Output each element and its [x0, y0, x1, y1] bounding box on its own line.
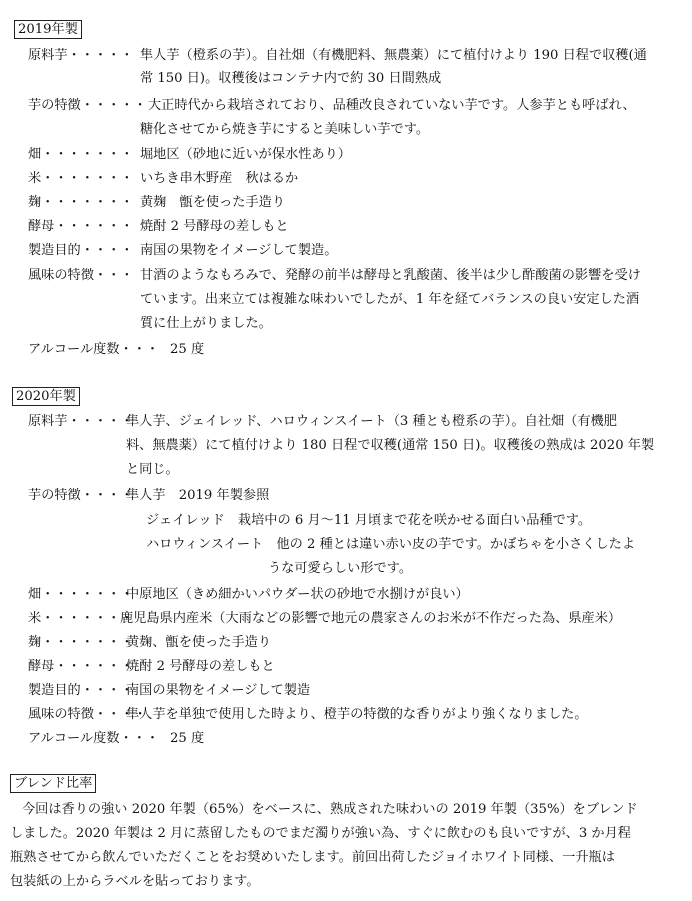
text-yeast-2020: 焼酎 2 号酵母の差しもと	[126, 659, 275, 674]
label-abv-2019: アルコール度数・・・	[28, 342, 160, 357]
text-raw-potato-2019-l2: 常 150 日)。収穫後はコンテナ内で約 30 日間熟成	[140, 71, 442, 86]
text-potato-traits-2019-l2: 糖化させてから焼き芋にすると美味しい芋です。	[140, 122, 430, 137]
label-potato-traits-2020: 芋の特徴・・・・	[28, 488, 134, 503]
text-potato-halloween-2020-l1: ハロウィンスイート 他の 2 種とは違い赤い皮の芋です。かぼちゃを小さくしたよ	[146, 537, 636, 552]
text-koji-2019: 黄麹 甑を使った手造り	[140, 195, 286, 210]
blend-paragraph-l2: しました。2020 年製は 2 月に蒸留したものでまだ濁りが強い為、すぐに飲むのも良いですが、3 か月程	[10, 826, 631, 841]
text-koji-2020: 黄麹、甑を使った手造り	[126, 635, 272, 650]
text-flavor-2019-l2: ています。出来立ては複雑な味わいでしたが、1 年を経てバランスの良い安定した酒	[140, 292, 640, 307]
section-heading-2019: 2019年製	[14, 20, 82, 39]
text-potato-jred-2020: ジェイレッド 栽培中の 6 月～11 月頃まで花を咲かせる面白い品種です。	[146, 513, 592, 528]
text-flavor-2019-l1: 甘酒のようなもろみで、発酵の前半は酵母と乳酸菌、後半は少し酢酸菌の影響を受け	[140, 268, 641, 283]
text-raw-potato-2020-l2: 料、無農薬）にて植付けより 180 日程で収穫(通常 150 日)。収穫後の熟成は 2020 年製	[126, 438, 655, 453]
blend-paragraph-l4: 包装紙の上からラベルを貼っております。	[10, 874, 260, 889]
label-koji-2020: 麹・・・・・・・	[28, 635, 134, 650]
label-raw-potato-2020: 原料芋・・・・・	[28, 414, 134, 429]
text-flavor-2019-l3: 質に仕上がりました。	[140, 316, 272, 331]
label-potato-traits-2019: 芋の特徴・・・・・	[28, 98, 147, 113]
text-raw-potato-2020-l3: と同じ。	[126, 462, 179, 477]
label-field-2020: 畑・・・・・・・	[28, 587, 134, 602]
text-abv-2020: 25 度	[170, 731, 205, 746]
text-field-2019: 堀地区（砂地に近いが保水性あり）	[140, 147, 351, 162]
label-purpose-2019: 製造目的・・・・	[28, 243, 134, 258]
text-potato-traits-2019-l1: 大正時代から栽培されており、品種改良されていない芋です。人参芋とも呼ばれ、	[148, 98, 636, 113]
text-purpose-2020: 南国の果物をイメージして製造	[126, 683, 311, 698]
text-potato-hayato-2020: 隼人芋 2019 年製参照	[126, 488, 270, 503]
text-flavor-2020: 隼人芋を単独で使用した時より、橙芋の特徴的な香りがより強くなりました。	[126, 707, 588, 722]
text-potato-halloween-2020-l2: うな可愛らしい形です。	[268, 561, 413, 576]
text-purpose-2019: 南国の果物をイメージして製造。	[140, 243, 338, 258]
text-abv-2019: 25 度	[170, 342, 205, 357]
text-rice-2019: いちき串木野産 秋はるか	[140, 171, 299, 186]
blend-paragraph-l1: 今回は香りの強い 2020 年製（65%）をベースに、熟成された味わいの 2019 年製（35%）をブレンド	[22, 802, 638, 817]
label-yeast-2020: 酵母・・・・・・	[28, 659, 134, 674]
label-rice-2019: 米・・・・・・・	[28, 171, 134, 186]
label-koji-2019: 麹・・・・・・・	[28, 195, 134, 210]
label-flavor-2019: 風味の特徴・・・	[28, 268, 134, 283]
label-flavor-2020: 風味の特徴・・・・	[28, 707, 147, 722]
label-rice-2020: 米・・・・・・・	[28, 611, 134, 626]
label-field-2019: 畑・・・・・・・	[28, 147, 134, 162]
label-purpose-2020: 製造目的・・・・	[28, 683, 134, 698]
section-heading-2020: 2020年製	[12, 387, 80, 406]
text-raw-potato-2020-l1: 隼人芋、ジェイレッド、ハロウィンスイート（3 種とも橙系の芋）。自社畑（有機肥	[126, 414, 617, 429]
label-raw-potato-2019: 原料芋・・・・・	[28, 48, 134, 63]
label-abv-2020: アルコール度数・・・	[28, 731, 160, 746]
blend-paragraph-l3: 瓶熟させてから飲んでいただくことをお奨めいたします。前回出荷したジョイホワイト同様、一升瓶は	[10, 850, 615, 865]
text-rice-2020: 鹿児島県内産米（大雨などの影響で地元の農家さんのお米が不作だった為、県産米）	[120, 611, 622, 626]
text-raw-potato-2019-l1: 隼人芋（橙系の芋）。自社畑（有機肥料、無農薬）にて植付けより 190 日程で収穫(通	[140, 48, 647, 63]
label-yeast-2019: 酵母・・・・・・	[28, 219, 134, 234]
section-heading-blend: ブレンド比率	[10, 774, 96, 793]
text-field-2020: 中原地区（きめ細かいパウダー状の砂地で水捌けが良い）	[126, 587, 469, 602]
text-yeast-2019: 焼酎 2 号酵母の差しもと	[140, 219, 289, 234]
